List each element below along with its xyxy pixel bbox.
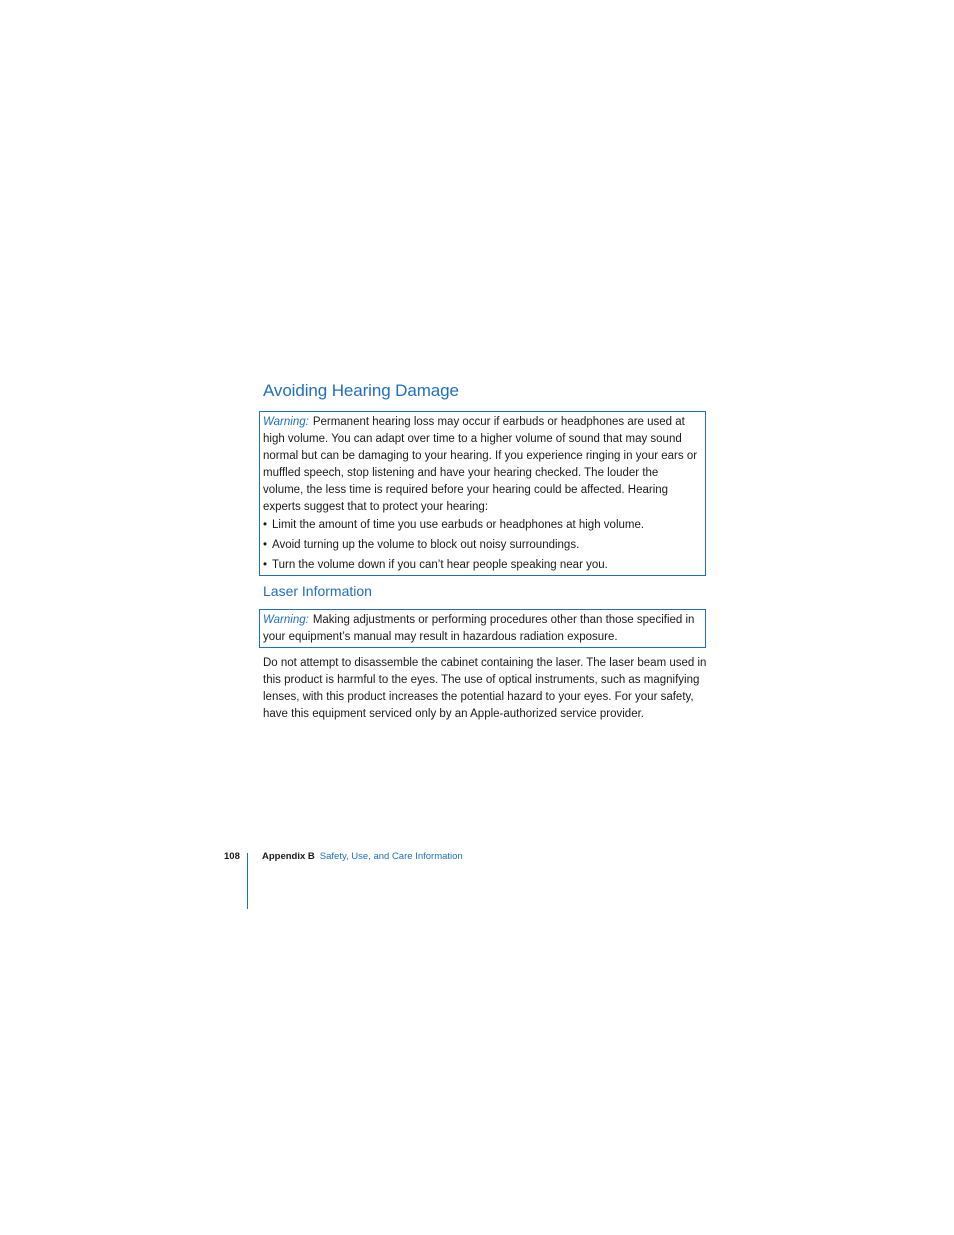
warning-box-laser [259, 609, 706, 648]
bullet-icon: • [263, 519, 268, 531]
bullet-icon: • [263, 559, 268, 571]
list-item [263, 517, 699, 534]
bullet-list [263, 517, 699, 574]
list-item [263, 557, 699, 574]
list-item-text: Avoid turning up the volume to block out noisy surroundings. [272, 539, 580, 551]
warning-text: Permanent hearing loss may occur if earbuds or headphones are used at high volume. You can adapt over time to a higher volume of sound that may sound normal but can be damaging to your hearing. If you experience ringing in your ears or muffled speech, stop listening and have your hearing checked. The louder the volume, the less time is required before your hearing could be affected. Hearing experts suggest that to protect your hearing: [263, 416, 698, 513]
footer-running-head [262, 851, 463, 862]
warning-label: Warning: [263, 614, 309, 626]
footer-divider [247, 853, 248, 909]
section-heading-laser: Laser Information [263, 583, 372, 599]
warning-text: Making adjustments or performing procedures other than those specified in your equipment’s manual may result in hazardous radiation exposure. [263, 614, 695, 643]
list-item-text: Turn the volume down if you can’t hear people speaking near you. [272, 559, 608, 571]
page-number: 108 [224, 851, 240, 862]
laser-paragraph: Do not attempt to disassemble the cabinet containing the laser. The laser beam used in this product is harmful to the eyes. The use of optical instruments, such as magnifying lenses, with this product increases the potential hazard to your eyes. For your safety, have this equipment serviced only by an Apple-authorized service provider. [263, 657, 707, 720]
bullet-icon: • [263, 539, 268, 551]
warning-label: Warning: [263, 416, 309, 428]
footer-chapter-title: Safety, Use, and Care Information [319, 851, 463, 862]
warning-box-hearing [259, 411, 706, 576]
footer-appendix: Appendix B [262, 851, 315, 862]
section-heading-hearing: Avoiding Hearing Damage [263, 381, 459, 400]
list-item [263, 537, 699, 554]
list-item-text: Limit the amount of time you use earbuds or headphones at high volume. [272, 519, 645, 531]
